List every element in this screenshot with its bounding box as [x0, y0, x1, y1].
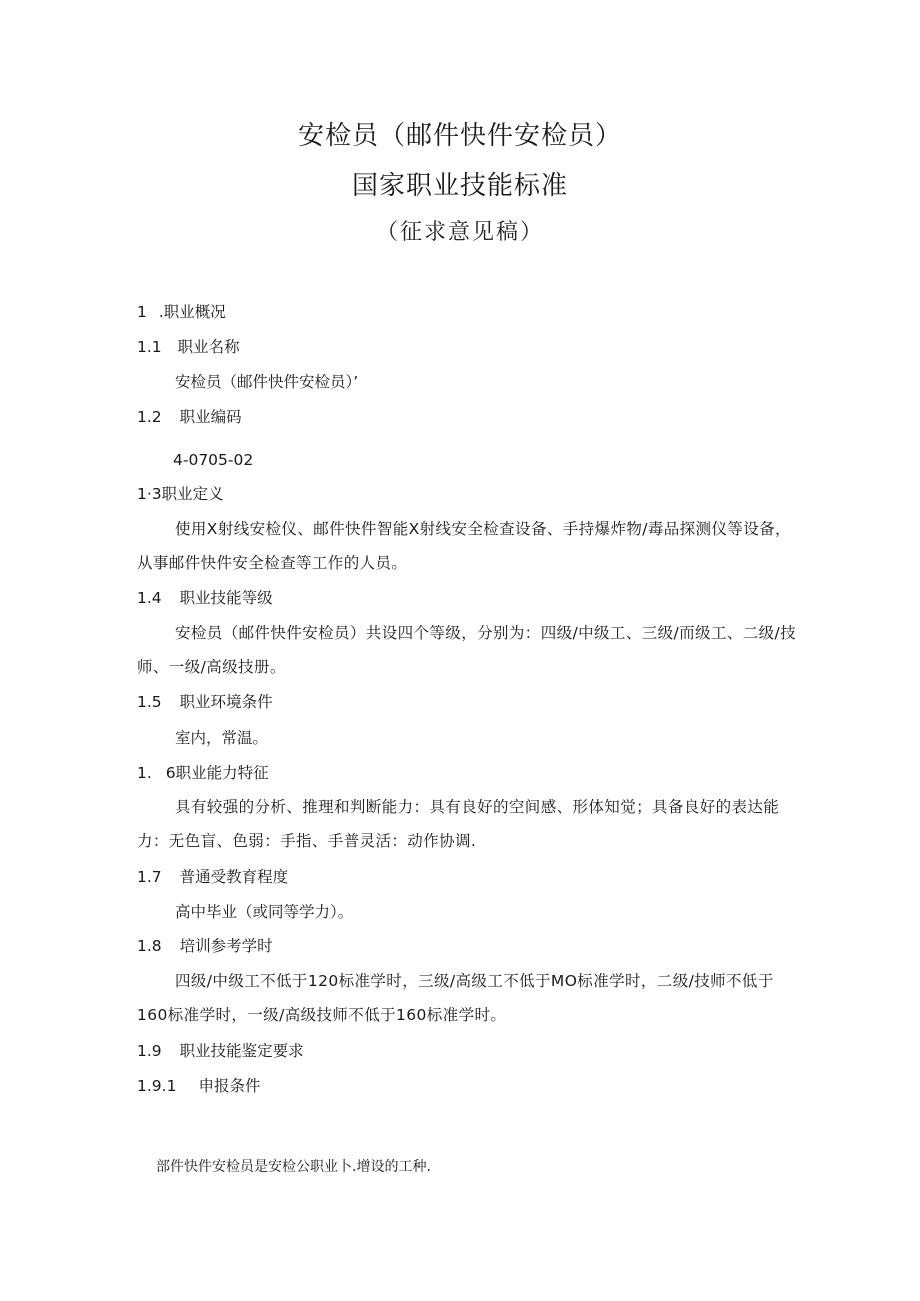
section-title: 职业技能等级 [179, 589, 273, 607]
section-number: 1.2 [137, 408, 162, 426]
section-title: 职业定义 [161, 485, 224, 503]
section-title: 6职业能力特征 [165, 764, 269, 782]
section-heading [137, 691, 273, 713]
section-body [137, 964, 797, 1032]
section-number: 1 [137, 303, 147, 321]
section-number: 1.9 [137, 1042, 162, 1060]
section-number: 1.4 [137, 589, 162, 607]
section-heading [137, 587, 273, 609]
section-heading [137, 336, 240, 358]
section-heading [137, 483, 224, 505]
section-title: 申报条件 [198, 1077, 261, 1095]
section-body-text: 四级/中级工不低于120标准学时，三级/高级工不低于MO标准学时，二级/技师不低于160标准学时，一级/高级技师不低于160标准学时。 [137, 972, 774, 1024]
section-number: 1. [137, 764, 152, 782]
section-number: 1.1 [137, 338, 162, 356]
section-body [137, 512, 797, 580]
section-body: 室内，常温。 [175, 729, 269, 747]
section-body: 安检员（邮件快件安检员）’ [175, 373, 359, 391]
section-body: 4-0705-02 [173, 451, 254, 469]
section-heading [137, 866, 288, 888]
document-draft-note: （征求意见稿） [375, 220, 544, 245]
section-heading [137, 301, 226, 323]
section-number: 1.7 [137, 868, 162, 886]
section-body-text: 使用X射线安检仪、邮件快件智能X射线安全检查设备、手持爆炸物/毒品探测仪等设备，从事邮件快件安全检查等工作的人员。 [137, 520, 791, 572]
section-title: 培训参考学时 [179, 937, 273, 955]
section-heading [137, 762, 269, 784]
section-body [137, 616, 797, 684]
section-title: 职业编码 [179, 408, 242, 426]
section-body-text: 具有较强的分析、推理和判断能力：具有良好的空间感、形体知觉；具备良好的表达能力：无色盲、色弱：手指、手普灵活：动作协调. [137, 798, 780, 850]
section-title: .职业概况 [158, 303, 226, 321]
section-heading [137, 935, 273, 957]
document-subtitle: 国家职业技能标准 [351, 171, 568, 201]
section-number: 1.8 [137, 937, 162, 955]
document-title: 安检员（邮件快件安检员） [297, 121, 622, 151]
section-number: 1·3 [137, 485, 162, 503]
footnote: 部件快件安检员是安检公职业卜.增设的工种. [156, 1159, 431, 1175]
section-title: 普通受教育程度 [179, 868, 289, 886]
section-heading [137, 1040, 304, 1062]
section-number: 1.5 [137, 693, 162, 711]
section-title: 职业名称 [177, 338, 240, 356]
section-heading [137, 1075, 260, 1097]
section-title: 职业环境条件 [179, 693, 273, 711]
section-body [137, 790, 797, 858]
section-number: 1.9.1 [137, 1077, 177, 1095]
section-heading [137, 406, 242, 428]
section-body-text: 安检员（邮件快件安检员）共设四个等级，分别为：四级/中级工、三级/而级工、二级/技师、一级/高级技册。 [137, 624, 797, 676]
section-body: 高中毕业（或同等学力）。 [175, 903, 354, 921]
section-title: 职业技能鉴定要求 [179, 1042, 304, 1060]
